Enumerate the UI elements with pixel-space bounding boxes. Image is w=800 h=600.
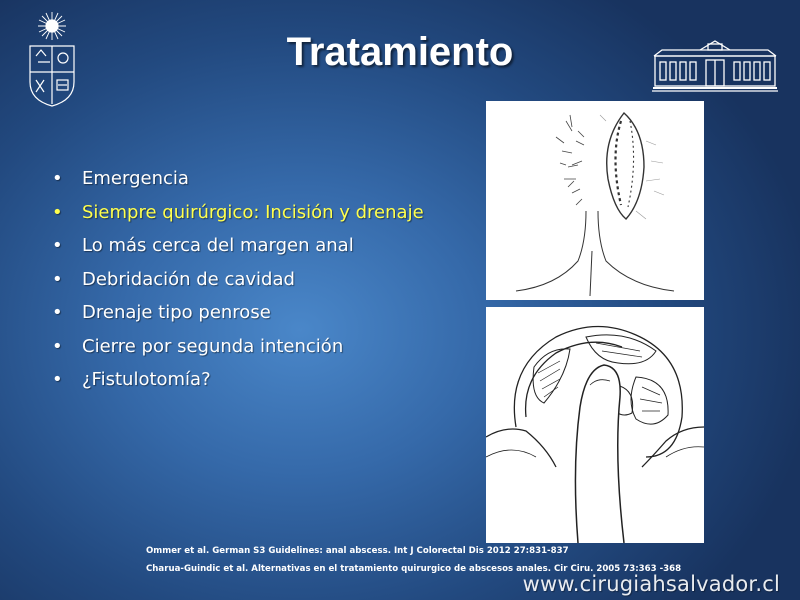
bullet-text: Drenaje tipo penrose: [82, 302, 271, 323]
bullet-glyph: •: [52, 268, 63, 290]
bullet-item-highlighted: [52, 202, 424, 236]
debridement-drawing: [486, 307, 704, 543]
reference-item: Ommer et al. German S3 Guidelines: anal abscess. Int J Colorectal Dis 2012 27:831-837: [146, 546, 569, 556]
reference-item: Charua-Guindic et al. Alternativas en el tratamiento quirurgico de abscesos anales. Cir Ciru. 2005 73:363 -368: [146, 564, 682, 574]
incision-illustration: [486, 101, 704, 300]
bullet-text: Lo más cerca del margen anal: [82, 235, 354, 256]
bullet-list: [52, 168, 424, 403]
slide-title: Tratamiento: [286, 30, 514, 74]
bullet-text: Emergencia: [82, 168, 189, 189]
bullet-text: Cierre por segunda intención: [82, 335, 344, 357]
bullet-glyph: •: [52, 302, 63, 323]
bullet-item: [52, 369, 424, 403]
bullet-glyph: •: [52, 335, 63, 357]
bullet-text: ¿Fistulotomía?: [82, 369, 211, 390]
footer-url: www.cirugiahsalvador.cl: [522, 572, 780, 596]
bullet-glyph: •: [52, 235, 63, 256]
finger-debridement-illustration: [486, 307, 704, 543]
incision-drawing: [486, 101, 704, 300]
bullet-item: [52, 302, 424, 336]
bullet-item: [52, 269, 424, 303]
bullet-glyph: •: [52, 168, 63, 189]
bullet-item: [52, 235, 424, 269]
bullet-glyph: •: [52, 369, 63, 390]
bullet-item: [52, 336, 424, 370]
bullet-text: Siempre quirúrgico: Incisión y drenaje: [82, 201, 424, 223]
bullet-glyph: •: [52, 201, 63, 223]
bullet-item: [52, 168, 424, 202]
bullet-text: Debridación de cavidad: [82, 268, 295, 290]
